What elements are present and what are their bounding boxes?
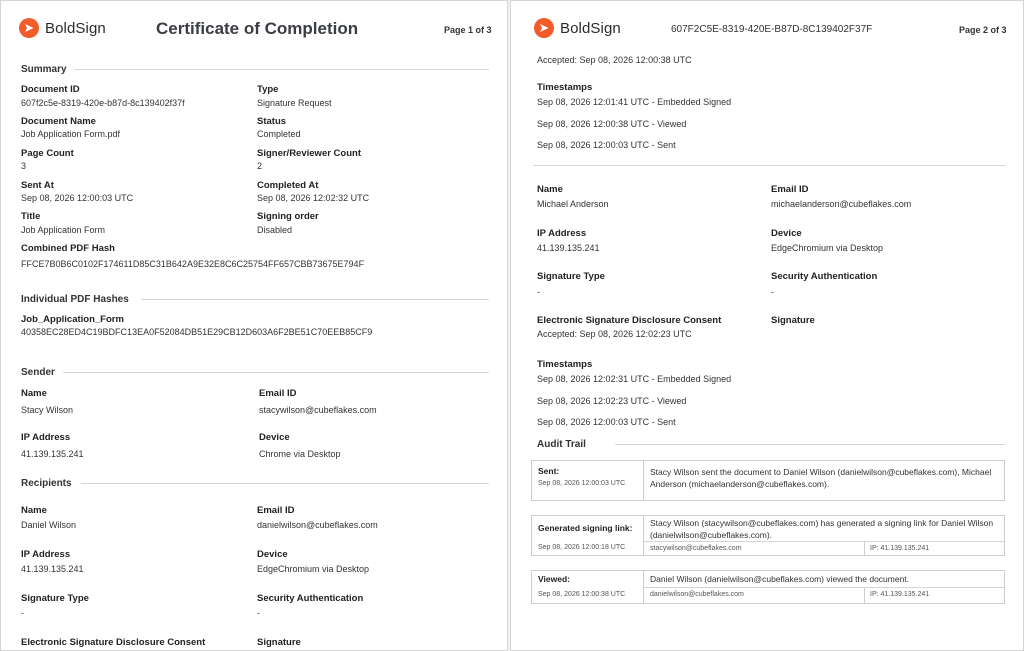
recipient2-consent-label: Electronic Signature Disclosure Consent xyxy=(537,315,722,326)
timestamp-item: Sep 08, 2026 12:02:23 UTC - Viewed xyxy=(537,396,687,406)
recipient-ip-value: 41.139.135.241 xyxy=(21,564,84,574)
recipient-signature-label: Signature xyxy=(257,637,301,648)
brand-name: BoldSign xyxy=(560,19,621,37)
recipient2-email-label: Email ID xyxy=(771,184,809,195)
page-number: Page 1 of 3 xyxy=(444,25,492,35)
signing-order-label: Signing order xyxy=(257,211,319,222)
status-label: Status xyxy=(257,116,287,127)
recipients-heading: Recipients xyxy=(21,478,72,489)
audit-event-time: Sep 08, 2026 12:00:38 UTC xyxy=(538,591,626,598)
recipient-sig-type-value: - xyxy=(21,608,24,618)
title-value: Job Application Form xyxy=(21,225,106,235)
boldsign-logo-icon xyxy=(19,18,39,38)
recipient-email-label: Email ID xyxy=(257,505,295,516)
timestamp-item: Sep 08, 2026 12:00:03 UTC - Sent xyxy=(537,140,676,150)
sender-name-label: Name xyxy=(21,388,47,399)
recipient-ip-label: IP Address xyxy=(21,549,71,560)
sender-ip-value: 41.139.135.241 xyxy=(21,449,84,459)
timestamp-item: Sep 08, 2026 12:01:41 UTC - Embedded Signed xyxy=(537,97,732,107)
recipient2-name-value: Michael Anderson xyxy=(537,199,609,209)
certificate-page-2 xyxy=(510,0,1024,651)
audit-event-ip: IP: 41.139.135.241 xyxy=(870,545,930,552)
sender-ip-label: IP Address xyxy=(21,432,71,443)
audit-entry xyxy=(531,570,1005,604)
audit-event-description: Stacy Wilson sent the document to Daniel Wilson (danielwilson@cubeflakes.com), Michael Anderson (michaelanderson@cubeflakes.com). xyxy=(650,467,992,489)
recipient2-device-label: Device xyxy=(771,228,802,239)
timestamp-item: Sep 08, 2026 12:00:03 UTC - Sent xyxy=(537,417,676,427)
recipient2-consent-value: Accepted: Sep 08, 2026 12:02:23 UTC xyxy=(537,329,692,339)
document-name-label: Document Name xyxy=(21,116,96,127)
section-divider xyxy=(75,69,489,70)
combined-hash-label: Combined PDF Hash xyxy=(21,243,115,254)
section-divider xyxy=(615,444,1005,445)
recipient-sig-type-label: Signature Type xyxy=(21,593,89,604)
section-divider xyxy=(141,299,489,300)
hash-file-label: Job_Application_Form xyxy=(21,314,124,325)
audit-event-label: Generated signing link: xyxy=(538,523,633,533)
audit-divider xyxy=(864,541,865,555)
status-value: Completed xyxy=(257,129,301,139)
audit-entry-header xyxy=(532,516,644,555)
sender-email-label: Email ID xyxy=(259,388,297,399)
audit-heading: Audit Trail xyxy=(537,439,586,450)
section-divider xyxy=(81,483,489,484)
brand-name: BoldSign xyxy=(45,19,106,37)
sender-device-value: Chrome via Desktop xyxy=(259,449,341,459)
summary-heading: Summary xyxy=(21,64,67,75)
timestamp-item: Sep 08, 2026 12:02:31 UTC - Embedded Signed xyxy=(537,374,732,384)
recipient2-ip-value: 41.139.135.241 xyxy=(537,243,600,253)
audit-event-description: Stacy Wilson (stacywilson@cubeflakes.com) has generated a signing link for Daniel Wilson (danielwilson@cubeflakes.com). xyxy=(650,518,994,540)
recipient2-ip-label: IP Address xyxy=(537,228,587,239)
audit-entry-header xyxy=(532,571,644,603)
document-name-value: Job Application Form.pdf xyxy=(21,129,121,139)
boldsign-logo xyxy=(534,18,621,38)
hashes-heading: Individual PDF Hashes xyxy=(21,294,129,305)
recipient-divider xyxy=(533,165,1005,166)
prev-consent-value: Accepted: Sep 08, 2026 12:00:38 UTC xyxy=(537,55,692,65)
audit-entry-header xyxy=(532,461,644,500)
type-label: Type xyxy=(257,84,279,95)
recipient-consent-label: Electronic Signature Disclosure Consent xyxy=(21,637,206,648)
recipient-name-label: Name xyxy=(21,505,47,516)
sent-at-label: Sent At xyxy=(21,180,54,191)
audit-event-label: Viewed: xyxy=(538,574,570,584)
title-label: Title xyxy=(21,211,41,222)
audit-event-email: stacywilson@cubeflakes.com xyxy=(650,545,742,552)
hash-file-value: 40358EC28ED4C19BDFC13EA0F52084DB51E29CB12D603A6F2BE51C70EEB85CF9 xyxy=(21,327,373,337)
audit-event-time: Sep 08, 2026 12:00:18 UTC xyxy=(538,544,626,551)
audit-event-time: Sep 08, 2026 12:00:03 UTC xyxy=(538,480,626,487)
combined-hash-value: FFCE7B0B6C0102F174611D85C31B642A9E32E8C6C25754FF657CBB73675E794F xyxy=(21,259,365,269)
timestamp-item: Sep 08, 2026 12:00:38 UTC - Viewed xyxy=(537,119,687,129)
recipient2-signature-label: Signature xyxy=(771,315,815,326)
boldsign-logo-icon xyxy=(534,18,554,38)
recipient2-sec-auth-value: - xyxy=(771,287,774,297)
recipient2-email-value: michaelanderson@cubeflakes.com xyxy=(771,199,912,209)
sender-email-value: stacywilson@cubeflakes.com xyxy=(259,405,377,415)
signer-count-label: Signer/Reviewer Count xyxy=(257,148,361,159)
header-document-id: 607F2C5E-8319-420E-B87D-8C139402F37F xyxy=(671,24,873,35)
signer-count-value: 2 xyxy=(257,161,263,171)
completed-at-value: Sep 08, 2026 12:02:32 UTC xyxy=(257,193,370,203)
recipient2-device-value: EdgeChromium via Desktop xyxy=(771,243,884,253)
recipient2-sig-type-value: - xyxy=(537,287,540,297)
type-value: Signature Request xyxy=(257,98,332,108)
recipient-sec-auth-label: Security Authentication xyxy=(257,593,364,604)
recipient2-sec-auth-label: Security Authentication xyxy=(771,271,878,282)
page-number: Page 2 of 3 xyxy=(959,25,1007,35)
audit-entry xyxy=(531,460,1005,501)
page-count-label: Page Count xyxy=(21,148,74,159)
audit-event-ip: IP: 41.139.135.241 xyxy=(870,591,930,598)
recipient-device-value: EdgeChromium via Desktop xyxy=(257,564,370,574)
prev-timestamps-heading: Timestamps xyxy=(537,82,593,93)
signing-order-value: Disabled xyxy=(257,225,293,235)
boldsign-logo xyxy=(19,18,106,38)
document-id-label: Document ID xyxy=(21,84,80,95)
audit-event-description: Daniel Wilson (danielwilson@cubeflakes.com) viewed the document. xyxy=(650,574,910,584)
recipient2-sig-type-label: Signature Type xyxy=(537,271,605,282)
section-divider xyxy=(63,372,489,373)
sender-device-label: Device xyxy=(259,432,290,443)
recipient-sec-auth-value: - xyxy=(257,608,260,618)
audit-event-label: Sent: xyxy=(538,466,560,476)
audit-divider xyxy=(644,541,1004,542)
audit-entry xyxy=(531,515,1005,556)
recipient2-name-label: Name xyxy=(537,184,563,195)
page-title: Certificate of Completion xyxy=(156,19,359,38)
audit-divider xyxy=(644,587,1004,588)
recipient-device-label: Device xyxy=(257,549,288,560)
sent-at-value: Sep 08, 2026 12:00:03 UTC xyxy=(21,193,134,203)
page-count-value: 3 xyxy=(21,161,27,171)
recipient2-timestamps-heading: Timestamps xyxy=(537,359,593,370)
audit-event-email: danielwilson@cubeflakes.com xyxy=(650,591,744,598)
certificate-page-1 xyxy=(0,0,508,651)
recipient-name-value: Daniel Wilson xyxy=(21,520,77,530)
audit-divider xyxy=(864,587,865,603)
sender-name-value: Stacy Wilson xyxy=(21,405,74,415)
document-id-value: 607f2c5e-8319-420e-b87d-8c139402f37f xyxy=(21,98,185,108)
completed-at-label: Completed At xyxy=(257,180,319,191)
recipient-email-value: danielwilson@cubeflakes.com xyxy=(257,520,378,530)
sender-heading: Sender xyxy=(21,367,55,378)
